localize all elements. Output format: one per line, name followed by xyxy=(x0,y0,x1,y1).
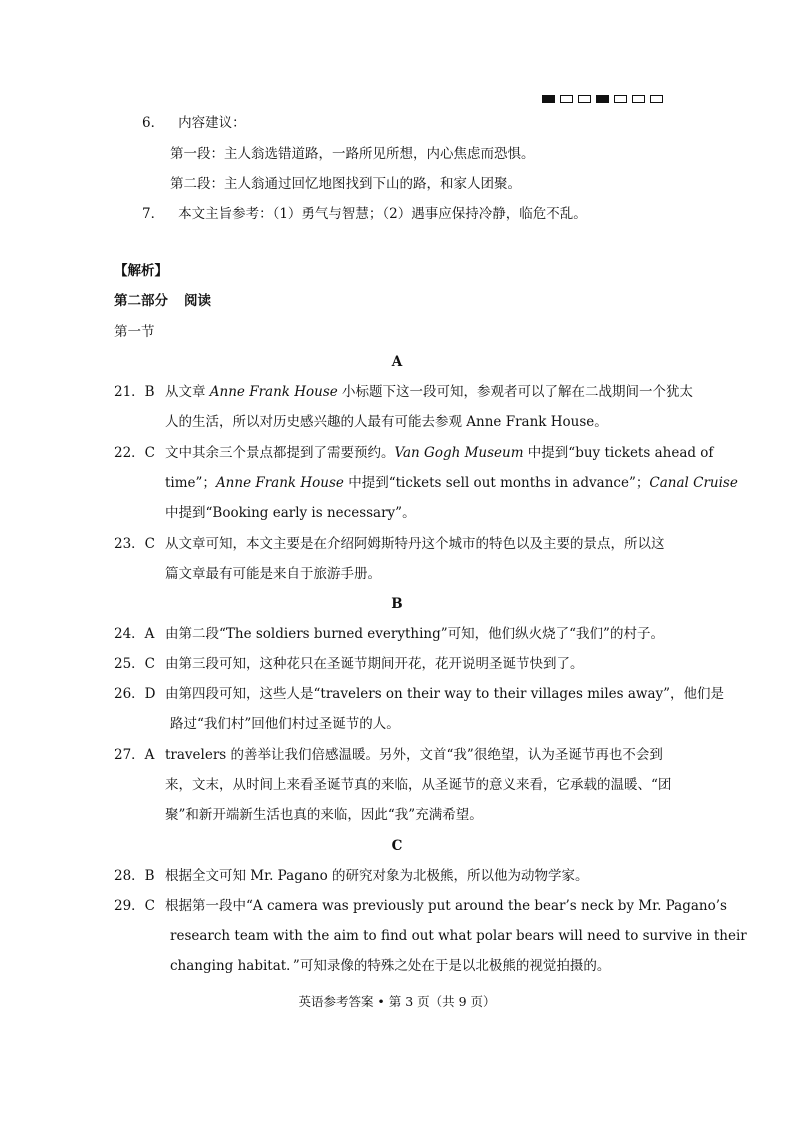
q25-number: 25．C xyxy=(114,656,156,672)
q24-line-1: 由第二段“The soldiers burned everything”可知，他们纵火烧了“我们”的村子。 xyxy=(165,626,664,642)
q23-line-2: 篇文章最有可能是来自于旅游手册。 xyxy=(165,566,381,582)
part-title: 阅读 xyxy=(184,293,211,309)
q22-italic: Canal Cruise xyxy=(649,475,738,491)
q29-line-2: research team with the aim to find out what polar bears will need to survive in their xyxy=(170,928,747,944)
q22-number: 22．C xyxy=(114,445,156,461)
q7-number: 7． xyxy=(142,206,165,222)
q6-line xyxy=(142,114,246,132)
passage-c-heading: C xyxy=(391,838,403,854)
q21-number: 21．B xyxy=(114,384,155,400)
q28-line-1: 根据全文可知 Mr. Pagano 的研究对象为北极熊，所以他为动物学家。 xyxy=(165,868,589,884)
part-heading xyxy=(114,292,211,310)
header-mark xyxy=(578,95,591,103)
q27-line-3: 聚”和新开端新生活也真的来临，因此“我”充满希望。 xyxy=(165,807,483,823)
q22-italic: Van Gogh Museum xyxy=(394,445,524,461)
header-mark xyxy=(542,95,555,103)
header-mark xyxy=(650,95,663,103)
q26-line-1: 由第四段可知，这些人是“travelers on their way to their villages miles away”，他们是 xyxy=(165,686,725,702)
q22-text: 文中其余三个景点都提到了需要预约。 xyxy=(165,445,395,461)
q23-line-1: 从文章可知，本文主要是在介绍阿姆斯特丹这个城市的特色以及主要的景点，所以这 xyxy=(165,536,665,552)
q27-number: 27．A xyxy=(114,747,155,763)
q22-text: 中提到“tickets sell out months in advance”； xyxy=(343,475,650,491)
q29-number: 29．C xyxy=(114,898,156,914)
q6-number: 6． xyxy=(142,115,165,131)
q28-number: 28．B xyxy=(114,868,155,884)
header-marks xyxy=(542,95,663,103)
q27-line-1: travelers 的善举让我们倍感温暖。另外，文首“我”很绝望，认为圣诞节再也不会到 xyxy=(165,747,663,763)
q29-line-3: changing habitat．”可知录像的特殊之处在于是以北极熊的视觉拍摄的。 xyxy=(170,958,611,974)
q26-line-2: 路过“我们村”回他们村过圣诞节的人。 xyxy=(170,716,400,732)
header-mark xyxy=(560,95,573,103)
q21-text: 小标题下这一段可知，参观者可以了解在二战期间一个犹太 xyxy=(337,384,694,400)
header-mark xyxy=(632,95,645,103)
q25-line-1: 由第三段可知，这种花只在圣诞节期间开花，花开说明圣诞节快到了。 xyxy=(165,656,584,672)
q22-text: time”； xyxy=(165,475,216,491)
q22-line-2 xyxy=(165,474,738,492)
part-label: 第二部分 xyxy=(114,293,168,309)
q23-number: 23．C xyxy=(114,536,156,552)
q29-line-1: 根据第一段中“A camera was previously put around the bear’s neck by Mr. Pagano’s xyxy=(165,898,727,914)
q26-number: 26．D xyxy=(114,686,156,702)
analysis-heading: 【解析】 xyxy=(114,263,168,279)
q7-text: 本文主旨参考：（1）勇气与智慧；（2）遇事应保持冷静，临危不乱。 xyxy=(178,206,587,222)
q21-text: 从文章 xyxy=(165,384,210,400)
q21-italic: Anne Frank House xyxy=(209,384,338,400)
header-mark xyxy=(614,95,627,103)
passage-a-heading: A xyxy=(391,354,403,370)
q7-line xyxy=(142,205,587,223)
page-footer: 英语参考答案 • 第 3 页（共 9 页） xyxy=(298,994,496,1009)
suggest-paragraph-2: 第二段：主人翁通过回忆地图找到下山的路，和家人团聚。 xyxy=(170,176,521,192)
q27-line-2: 来，文末，从时间上来看圣诞节真的来临，从圣诞节的意义来看，它承载的温暖、“团 xyxy=(165,777,672,793)
passage-b-heading: B xyxy=(391,596,403,612)
q24-number: 24．A xyxy=(114,626,155,642)
q22-text: 中提到“buy tickets ahead of xyxy=(523,445,714,461)
q21-line-2: 人的生活，所以对历史感兴趣的人最有可能去参观 Anne Frank House。 xyxy=(165,414,608,430)
section-heading: 第一节 xyxy=(114,324,155,340)
q22-line-3: 中提到“Booking early is necessary”。 xyxy=(165,505,416,521)
header-mark xyxy=(596,95,609,103)
q22-italic: Anne Frank House xyxy=(215,475,344,491)
suggest-paragraph-1: 第一段：主人翁选错道路，一路所见所想，内心焦虑而恐惧。 xyxy=(170,146,535,162)
q21-line-1 xyxy=(165,383,693,401)
q22-line-1 xyxy=(165,444,713,462)
q6-title: 内容建议： xyxy=(178,115,246,131)
